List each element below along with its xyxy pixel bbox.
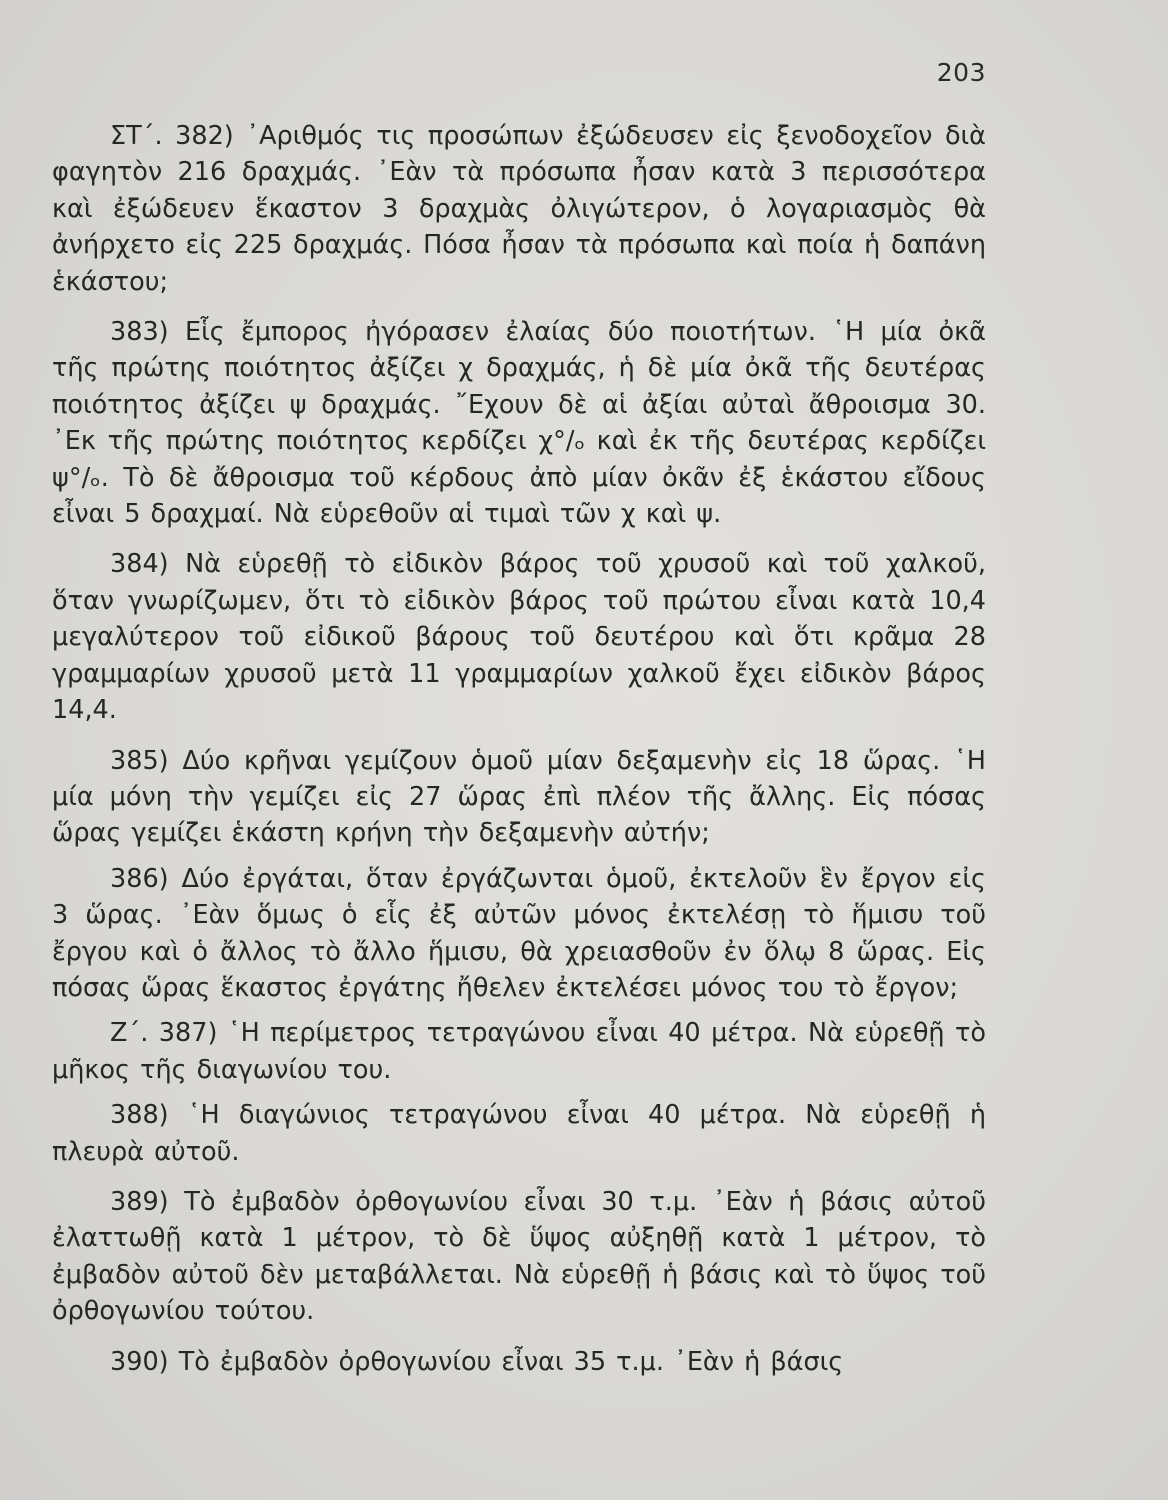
problem-383: 383) Εἷς ἔμπορος ἠγόρασεν ἐλαίας δύο ποιοτήτων. ῾Η μία ὀκᾶ τῆς πρώτης ποιότητος ἀξίζει χ δραχμάς, ἡ δὲ μία ὀκᾶ τῆς δευτέρας ποιότητος ἀξίζει ψ δραχμάς. ῎Εχουν δὲ αἱ ἀξίαι αὐταὶ ἄθροισμα 30. ᾿Εκ τῆς πρώτης ποιότητος κερδίζει χ°/ₒ καὶ ἐκ τῆς δευτέρας κερδίζει ψ°/ₒ. Τὸ δὲ ἄθροισμα τοῦ κέρδους ἀπὸ μίαν ὀκᾶν ἐξ ἑκάστου εἴδους εἶναι 5 δραχμαί. Νὰ εὑρεθοῦν αἱ τιμαὶ τῶν χ καὶ ψ.: [52, 317, 986, 530]
problem-385: 385) Δύο κρῆναι γεμίζουν ὁμοῦ μίαν δεξαμενὴν εἰς 18 ὥρας. ῾Η μία μόνη τὴν γεμίζει εἰς 27 ὥρας ἐπὶ πλέον τῆς ἄλλης. Εἰς πόσας ὥρας γεμίζει ἑκάστη κρήνη τὴν δεξαμενὴν αὐτήν;: [52, 745, 986, 849]
page-body: [52, 118, 986, 1394]
problem-388: 388) ῾Η διαγώνιος τετραγώνου εἶναι 40 μέτρα. Νὰ εὑρεθῇ ἡ πλευρὰ αὐτοῦ.: [52, 1100, 986, 1167]
problem-387: Ζ΄. 387) ῾Η περίμετρος τετραγώνου εἶναι 40 μέτρα. Νὰ εὑρεθῇ τὸ μῆκος τῆς διαγωνίου του.: [52, 1018, 986, 1085]
page-number: 203: [936, 58, 986, 87]
problem-386: 386) Δύο ἐργάται, ὅταν ἐργάζωνται ὁμοῦ, ἐκτελοῦν ἓν ἔργον εἰς 3 ὥρας. ᾿Εὰν ὅμως ὁ εἷς ἐξ αὐτῶν μόνος ἐκτελέσῃ τὸ ἥμισυ τοῦ ἔργου καὶ ὁ ἄλλος τὸ ἄλλο ἥμισυ, θὰ χρειασθοῦν ἐν ὅλῳ 8 ὥρας. Εἰς πόσας ὥρας ἕκαστος ἐργάτης ἤθελεν ἐκτελέσει μόνος του τὸ ἔργον;: [52, 863, 986, 1003]
problem-389: 389) Τὸ ἐμβαδὸν ὀρθογωνίου εἶναι 30 τ.μ. ᾿Εὰν ἡ βάσις αὐτοῦ ἐλαττωθῇ κατὰ 1 μέτρον, τὸ δὲ ὕψος αὐξηθῇ κατὰ 1 μέτρον, τὸ ἐμβαδὸν αὐτοῦ δὲν μεταβάλλεται. Νὰ εὑρεθῇ ἡ βάσις καὶ τὸ ὕψος τοῦ ὀρθογωνίου τούτου.: [52, 1186, 986, 1327]
problem-390: 390) Τὸ ἐμβαδὸν ὀρθογωνίου εἶναι 35 τ.μ. ᾿Εὰν ἡ βάσις: [110, 1346, 844, 1377]
problem-384: 384) Νὰ εὑρεθῇ τὸ εἰδικὸν βάρος τοῦ χρυσοῦ καὶ τοῦ χαλκοῦ, ὅταν γνωρίζωμεν, ὅτι τὸ εἰδικὸν βάρος τοῦ πρώτου εἶναι κατὰ 10,4 μεγαλύτερον τοῦ εἰδικοῦ βάρους τοῦ δευτέρου καὶ ὅτι κρᾶμα 28 γραμμαρίων χρυσοῦ μετὰ 11 γραμμαρίων χαλκοῦ ἔχει εἰδικὸν βάρος 14,4.: [52, 549, 986, 726]
problem-382: ΣΤ΄. 382) ᾿Αριθμός τις προσώπων ἐξώδευσεν εἰς ξενοδοχεῖον διὰ φαγητὸν 216 δραχμάς. ᾿Εὰν τὰ πρόσωπα ἦσαν κατὰ 3 περισσότερα καὶ ἐξώδευεν ἕκαστον 3 δραχμὰς ὀλιγώτερον, ὁ λογαριασμὸς θὰ ἀνήρχετο εἰς 225 δραχμάς. Πόσα ἦσαν τὰ πρόσωπα καὶ ποία ἡ δαπάνη ἑκάστου;: [52, 121, 986, 297]
